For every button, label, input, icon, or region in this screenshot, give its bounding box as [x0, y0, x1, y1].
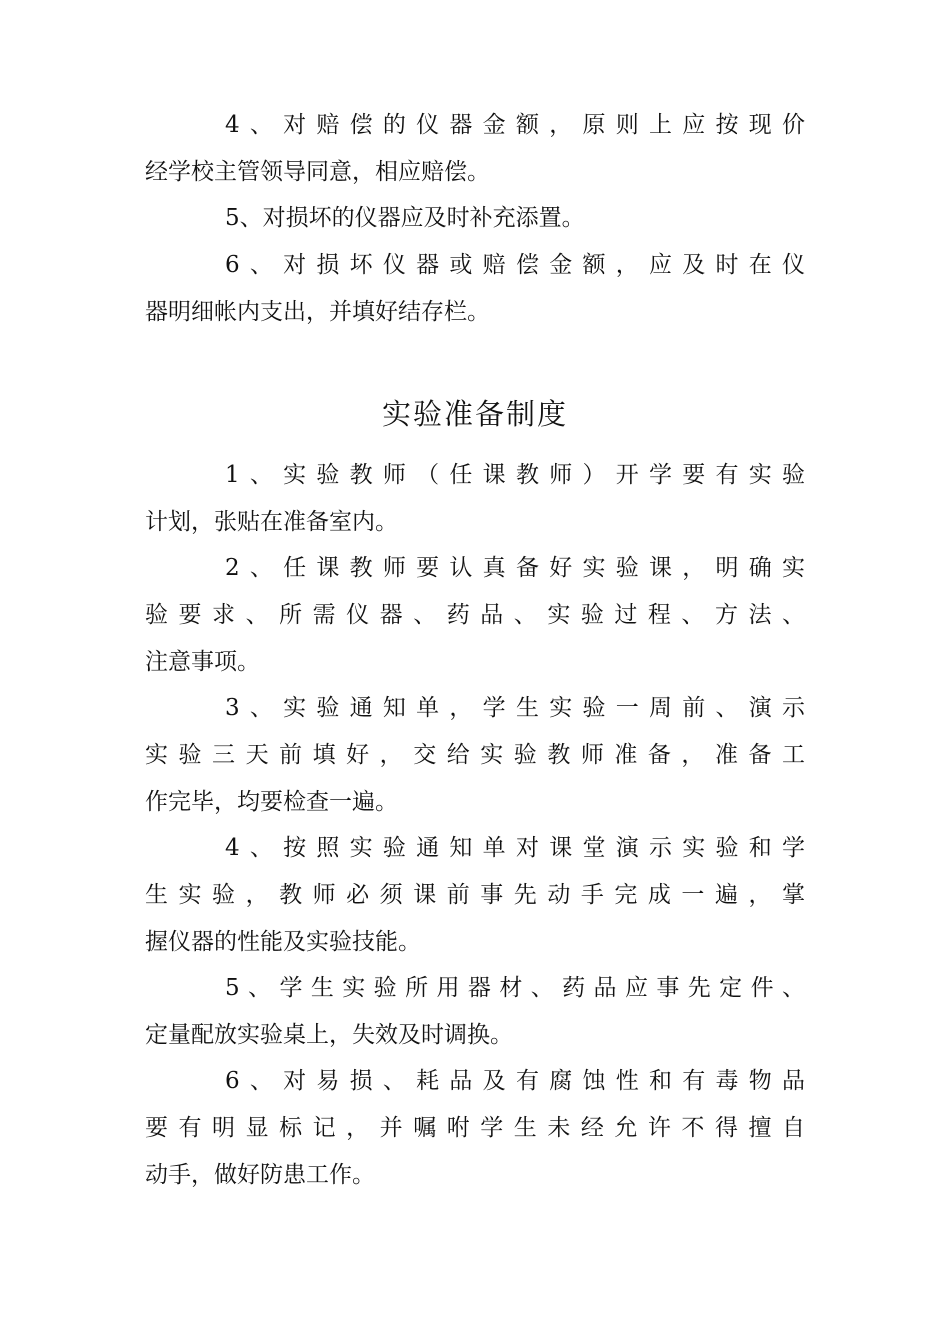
section-item-4-line-2: 生实验，教师必须课前事先动手完成一遍，掌 [145, 882, 805, 908]
section-item-5-line-1: 5、学生实验所用器材、药品应事先定件、 [225, 975, 805, 1001]
section-title: 实验准备制度 [381, 397, 568, 431]
continued-item-6-line-1: 6、对损坏仪器或赔偿金额，应及时在仪 [225, 252, 805, 278]
continued-item-6-line-2: 器明细帐内支出，并填好结存栏。 [145, 299, 490, 325]
section-item-6-line-1: 6、对易损、耗品及有腐蚀性和有毒物品 [225, 1068, 805, 1094]
section-item-3-line-3: 作完毕，均要检查一遍。 [145, 789, 398, 815]
section-item-1-line-2: 计划，张贴在准备室内。 [145, 509, 398, 535]
continued-item-5-line-1: 5、对损坏的仪器应及时补充添置。 [225, 205, 585, 231]
section-item-3-line-1: 3、实验通知单，学生实验一周前、演示 [225, 695, 805, 721]
section-item-6-line-3: 动手，做好防患工作。 [145, 1162, 375, 1188]
section-item-1-line-1: 1、实验教师（任课教师）开学要有实验 [225, 462, 805, 488]
continued-item-4-line-1: 4、对赔偿的仪器金额，原则上应按现价 [225, 112, 805, 138]
section-item-2-line-1: 2、任课教师要认真备好实验课，明确实 [225, 555, 805, 581]
continued-item-4-line-2: 经学校主管领导同意，相应赔偿。 [145, 159, 490, 185]
section-item-5-line-2: 定量配放实验桌上，失效及时调换。 [145, 1022, 513, 1048]
section-item-2-line-3: 注意事项。 [145, 649, 260, 675]
section-item-2-line-2: 验要求、所需仪器、药品、实验过程、方法、 [145, 602, 805, 628]
section-item-3-line-2: 实验三天前填好，交给实验教师准备，准备工 [145, 742, 805, 768]
section-item-4-line-1: 4、按照实验通知单对课堂演示实验和学 [225, 835, 805, 861]
section-item-6-line-2: 要有明显标记，并嘱咐学生未经允许不得擅自 [145, 1115, 805, 1141]
section-item-4-line-3: 握仪器的性能及实验技能。 [145, 929, 421, 955]
